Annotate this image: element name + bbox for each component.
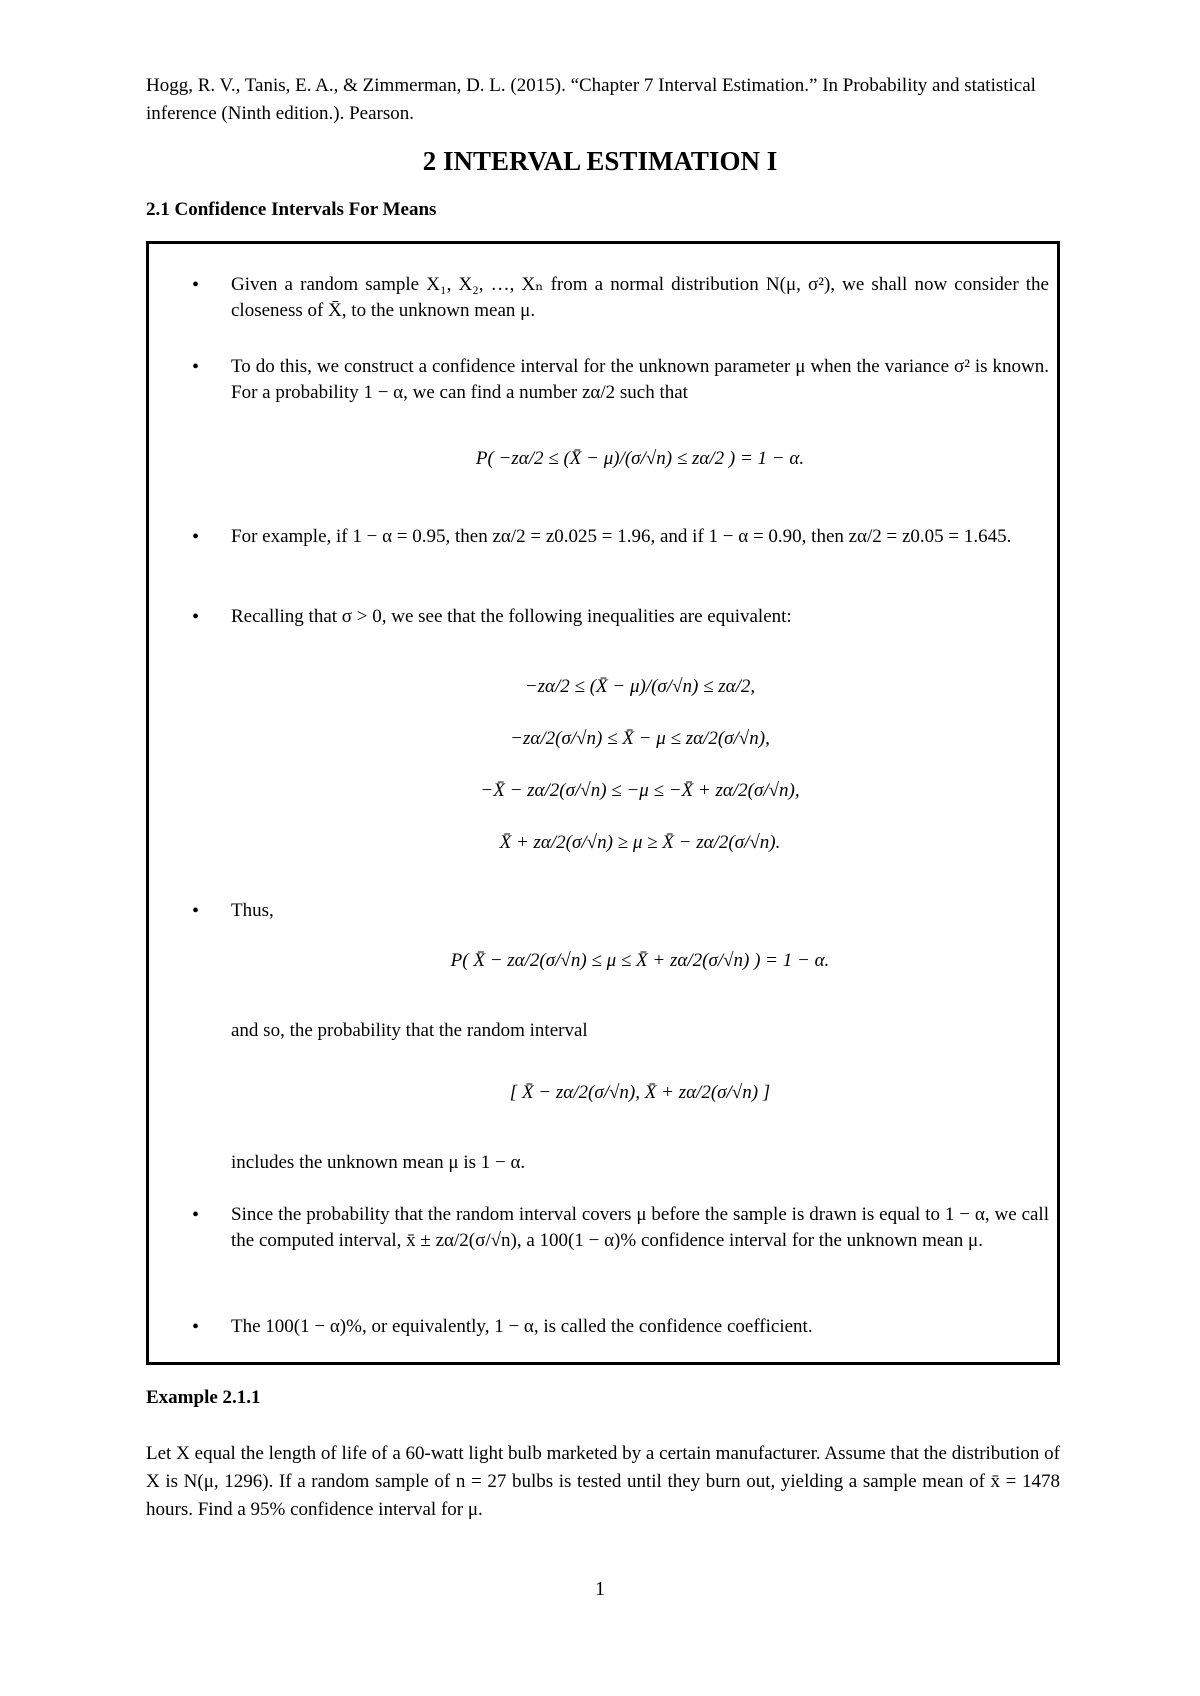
- bullet-marker: •: [192, 274, 200, 296]
- random-interval-text: and so, the probability that the random interval: [231, 1020, 588, 1041]
- random-interval-equation: [ X̄ − zα/2(σ/√n), X̄ + zα/2(σ/√n) ]: [509, 1082, 771, 1103]
- bullet-text-5: Thus,: [231, 900, 274, 921]
- bullet-marker: •: [192, 900, 200, 922]
- equation-probability: P( −zα/2 ≤ (X̄ − μ)/(σ/√n) ≤ zα/2 ) = 1 − α.: [475, 448, 805, 469]
- equation-thus: P( X̄ − zα/2(σ/√n) ≤ μ ≤ X̄ + zα/2(σ/√n) ) = 1 − α.: [450, 950, 830, 971]
- page-title: 2 INTERVAL ESTIMATION I: [422, 146, 778, 176]
- page-number: 1: [595, 1578, 605, 1600]
- bullet-marker: •: [192, 606, 200, 628]
- bullet-marker: •: [192, 356, 200, 378]
- bullet-text-6: Since the probability that the random interval covers μ before the sample is drawn is equal to 1 − α, we call the computed interval, x̄ ± zα/2(σ/√n), a 100(1 − α)% confidence interval for the unknown mean μ.: [231, 1204, 1049, 1251]
- bullet-marker: •: [192, 1316, 200, 1338]
- citation: Hogg, R. V., Tanis, E. A., & Zimmerman, D. L. (2015). “Chapter 7 Interval Estimation.” In Probability and statistical inference (Ninth edition.). Pearson.: [146, 75, 1036, 124]
- example-heading: Example 2.1.1: [146, 1387, 261, 1408]
- bullet-text-3: For example, if 1 − α = 0.95, then zα/2 = z0.025 = 1.96, and if 1 − α = 0.90, then zα/2 = z0.05 = 1.645.: [231, 526, 1012, 547]
- inequality-line-3: −X̄ − zα/2(σ/√n) ≤ −μ ≤ −X̄ + zα/2(σ/√n),: [480, 780, 800, 801]
- bullet-text-2: To do this, we construct a confidence interval for the unknown parameter μ when the variance σ² is known. For a probability 1 − α, we can find a number zα/2 such that: [231, 356, 1049, 403]
- bullet-text-7: The 100(1 − α)%, or equivalently, 1 − α, is called the confidence coefficient.: [231, 1316, 813, 1337]
- bullet-marker: •: [192, 526, 200, 548]
- inequality-line-4: X̄ + zα/2(σ/√n) ≥ μ ≥ X̄ − zα/2(σ/√n).: [499, 832, 781, 853]
- bullet-marker: •: [192, 1204, 200, 1226]
- inequality-line-2: −zα/2(σ/√n) ≤ X̄ − μ ≤ zα/2(σ/√n),: [510, 728, 770, 749]
- bullet-text-1: Given a random sample X₁, X₂, …, Xₙ from a normal distribution N(μ, σ²), we shall now consider the closeness of X̄, to the unknown mean μ.: [231, 274, 1049, 321]
- bullet-text-4: Recalling that σ > 0, we see that the following inequalities are equivalent:: [231, 606, 792, 627]
- inequality-line-1: −zα/2 ≤ (X̄ − μ)/(σ/√n) ≤ zα/2,: [524, 676, 756, 697]
- section-heading: 2.1 Confidence Intervals For Means: [146, 199, 437, 220]
- example-text: Let X equal the length of life of a 60-watt light bulb marketed by a certain manufacturer. Assume that the distribution of X is N(μ, 1296). If a random sample of n = 27 bulbs is tested until they burn out, yielding a sample mean of x̄ = 1478 hours. Find a 95% confidence interval for μ.: [146, 1443, 1060, 1520]
- definition-box: [146, 241, 1060, 1365]
- includes-text: includes the unknown mean μ is 1 − α.: [231, 1152, 526, 1173]
